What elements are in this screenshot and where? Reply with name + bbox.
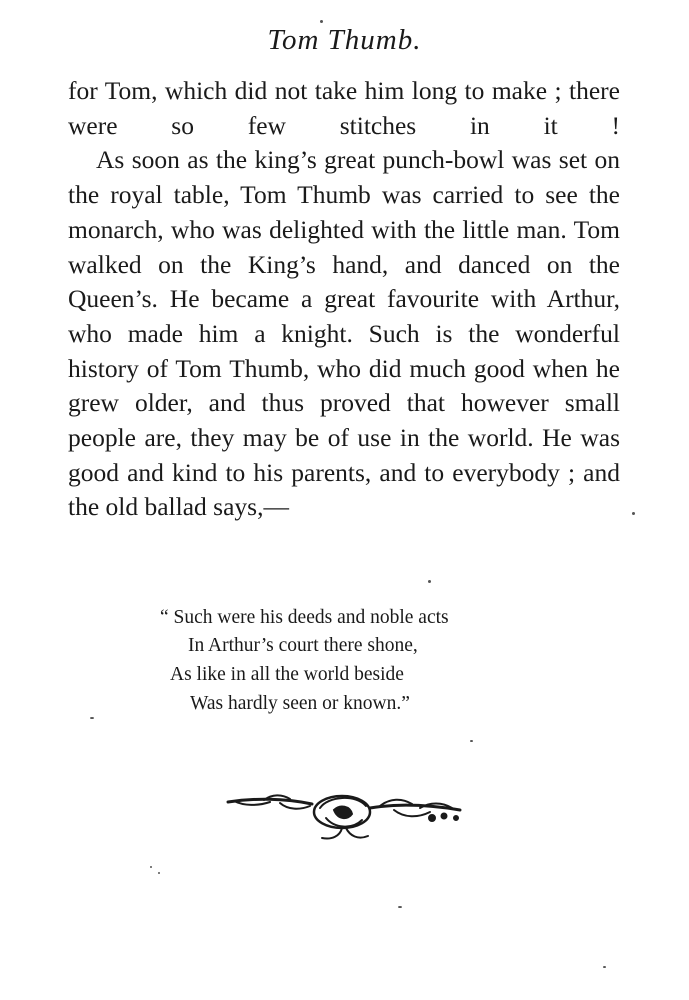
paragraph-main: As soon as the king’s great punch-bowl was set on the royal table, Tom Thumb was carried to see the monarch, who was delighted with the little man. Tom walked on the King’s hand, and danced on the Queen’s. He became a great favourite with Arthur, who made him a knight. Such is the wonderful history of Tom Thumb, who did much good when he grew older, and thus proved that however small people are, they may be of use in the world. He was good and kind to his parents, and to everybody ; and the old ballad says,— [68,145,620,522]
paper-speck [150,866,152,868]
paper-speck [632,512,635,515]
body-text [68,74,620,525]
verse-line: As like in all the world beside [170,664,404,685]
running-title: Tom Thumb. [267,24,422,56]
paragraph-continuation: for Tom, which did not take him long to make ; there were so few stitches in it ! [68,76,620,140]
verse-line: In Arthur’s court there shone, [188,635,418,656]
paper-speck [398,906,402,908]
paper-speck [470,740,473,742]
paper-speck [320,20,323,23]
paper-speck [90,717,94,719]
paper-speck [158,872,160,874]
verse-line: “ Such were his deeds and noble acts [160,607,449,628]
floral-tailpiece-icon [224,788,464,848]
paper-speck [428,580,431,583]
verse-line: Was hardly seen or known.” [190,693,410,714]
paper-speck [603,966,606,968]
